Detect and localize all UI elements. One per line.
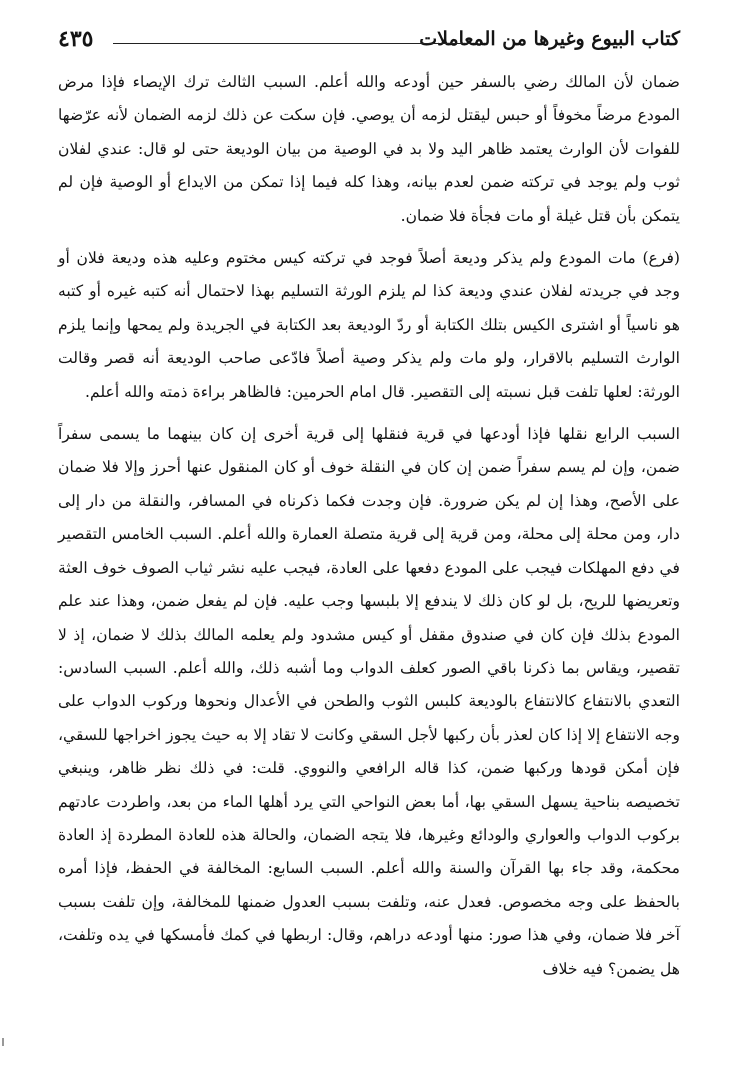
paragraph-branch-note: (فرع) مات المودع ولم يذكر وديعة أصلاً فوجد في تركته كيس مختوم وعليه هذه وديعة فلان أو وجد في جريدته لفلان عندي وديعة كذا لم يلزم الورثة التسليم بهذا لاحتمال أنه كتبه غيره أو كتبه هو ناسياً أو اشترى الكيس بتلك الكتابة أو ردّ الوديعة بعد الكتابة في الجريدة ولم يمحها وإنما يلزم الوارث التسليم بالاقرار، ولو مات ولم يذكر وصية أصلاً فادّعى صاحب الوديعة أنه قصر وقالت الورثة: لعلها تلفت قبل نسبته إلى التقصير. قال امام الحرمين: فالظاهر براءة ذمته والله أعلم. (58, 249, 680, 401)
paragraph-fourth-to-seventh-causes: السبب الرابع نقلها فإذا أودعها في قرية فنقلها إلى قرية أخرى إن كان بينهما ما يسمى سفراً ضمن، وإن لم يسم سفراً ضمن إن كان في النقلة خوف أو كان المنقول عنها أحرز وإلا فلا ضمان على الأصح، وهذا إن لم يكن ضرورة. فإن وجدت فكما ذكرناه في المسافر، والنقلة من دار إلى دار، ومن محلة إلى محلة، ومن قرية إلى قرية متصلة العمارة والله أعلم. السبب الخامس التقصير في دفع المهلكات فيجب على المودع دفعها على العادة، فيجب عليه نشر ثياب الصوف خوف العثة وتعريضها للريح، بل لو كان ذلك لا يندفع إلا بلبسها وجب عليه. فإن لم يفعل ضمن، وهذا عند علم المودع بذلك فإن كان في صندوق مقفل أو كيس مشدود ولم يعلمه المالك بذلك لا ضمان، إذ لا تقصير، ويقاس بما ذكرنا باقي الصور كعلف الدواب وما أشبه ذلك، والله أعلم. السبب السادس: التعدي بالانتفاع كالانتفاع بالوديعة كلبس الثوب والطحن في الأعدال ونحوها وركوب الدواب على وجه الانتفاع إلا إذا كان لعذر بأن ركبها لأجل السقي وكانت لا تقاد إلا به حيث يجوز اخراجها للسقي، فإن أمكن قودها وركبها ضمن، كذا قاله الرافعي والنووي. قلت: في ذلك نظر ظاهر، وينبغي تخصيصه بناحية يسهل السقي بها، أما بعض النواحي التي يرد أهلها الماء من بعد، واطردت عادتهم بركوب الدواب والعواري والودائع وغيرها، فلا يتجه الضمان، والحالة هذه للعادة المطردة إذ العادة محكمة، وقد جاء بها القرآن والسنة والله أعلم. السبب السابع: المخالفة في الحفظ، فإذا أمره بالحفظ على وجه مخصوص. فعدل عنه، وتلفت بسبب العدول ضمنها للمخالفة، وإن تلفت بسبب آخر فلا ضمان، وفي هذا صور: منها أودعه دراهم، وقال: اربطها في كمك فأمسكها في يده وتلفت، هل يضمن؟ فيه خلاف (58, 425, 680, 978)
book-page (58, 0, 680, 1085)
page-number: ٤٣٥ (58, 26, 94, 52)
page-header (58, 26, 680, 56)
running-title: كتاب البيوع وغيرها من المعاملات (419, 28, 680, 50)
body-text (58, 66, 680, 986)
header-rule (113, 43, 468, 44)
scan-margin-mark (2, 1038, 4, 1046)
paragraph-third-cause: ضمان لأن المالك رضي بالسفر حين أودعه والله أعلم. السبب الثالث ترك الإيصاء فإذا مرض المودع مرضاً مخوفاً أو حبس ليقتل لزمه أن يوصي. فإن سكت عن ذلك لزمه الضمان لأنه عرّضها للفوات لأن الوارث يعتمد ظاهر اليد ولا بد في الوصية من بيان الوديعة حتى لو قال: عندي لفلان ثوب ولم يوجد في تركته ضمن لعدم بيانه، وهذا كله فيما إذا تمكن من الايداع أو الوصية فإن لم يتمكن بأن قتل غيلة أو مات فجأة فلا ضمان. (58, 73, 680, 225)
